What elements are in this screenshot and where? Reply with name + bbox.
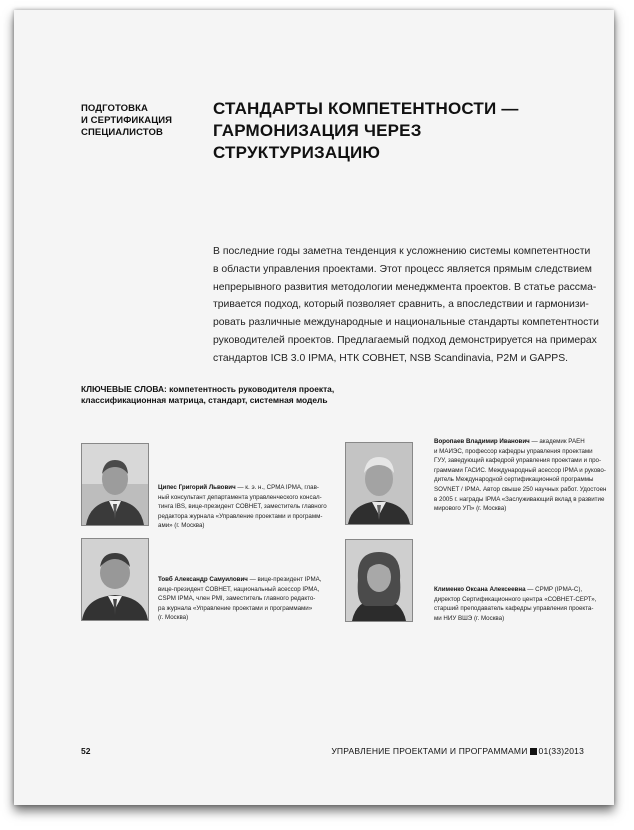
portrait-image	[346, 540, 412, 621]
magazine-page	[14, 10, 614, 805]
author-bio-line: SOVNET / IPMA. Автор свыше 250 научных работ. Удостоен	[434, 485, 607, 493]
abstract-line: В последние годы заметна тенденция к усложнению системы компетентности	[213, 246, 591, 257]
article-abstract	[213, 243, 603, 368]
journal-name: УПРАВЛЕНИЕ ПРОЕКТАМИ И ПРОГРАММАМИ	[331, 746, 528, 756]
author-bio-line: — академик РАЕН	[529, 438, 585, 445]
author-bio-line: дитель Международной сертификационной программы	[434, 476, 594, 484]
author-bio-line: (г. Москва)	[158, 614, 189, 622]
author-photo	[345, 539, 413, 622]
author-bio	[434, 585, 596, 623]
author-bio-line: — к. э. н., CPMA IPMA, глав-	[235, 484, 319, 491]
page-number: 52	[81, 746, 91, 756]
author-bio-line: ГУУ, заведующий кафедрой управления проектами и про-	[434, 457, 602, 465]
section-heading-line: И СЕРТИФИКАЦИЯ	[81, 115, 173, 126]
section-heading-line: ПОДГОТОВКА	[81, 103, 148, 114]
article-title-line: ГАРМОНИЗАЦИЯ ЧЕРЕЗ СТРУКТУРИЗАЦИЮ	[213, 121, 422, 162]
keywords-line: классификационная матрица, стандарт, системная модель	[81, 395, 328, 405]
keywords	[81, 384, 381, 406]
section-heading-line: СПЕЦИАЛИСТОВ	[81, 127, 163, 138]
square-bullet-icon	[530, 748, 537, 755]
author-name: Воропаев Владимир Иванович	[434, 438, 530, 445]
abstract-line: ровать различные международные и национальные стандарты компетентности	[213, 317, 599, 329]
author-bio	[158, 483, 327, 531]
author-bio-line: вице-президент СОВНЕТ, национальный асессор IPMA,	[158, 585, 320, 593]
author-bio-line: тинга IBS, вице-президент СОВНЕТ, заместитель главного	[158, 503, 327, 511]
abstract-line: руководителей проектов. Предлагаемый подход демонстрируется на примерах	[213, 334, 597, 346]
author-bio-line: и МАИЭС, профессор кафедры управления проектами	[434, 447, 593, 455]
author-bio-line: ами» (г. Москва)	[158, 522, 205, 530]
keywords-line: КЛЮЧЕВЫЕ СЛОВА: компетентность руководителя проекта,	[81, 384, 335, 394]
author-bio-first-line	[434, 437, 606, 447]
author-bio-line: ный консультант департамента управленческого консал-	[158, 493, 322, 501]
author-bio-line: в 2005 г. награды IPMA «Заслуживающий вклад в развитие	[434, 495, 605, 503]
author-bio-line: мирового УП» (г. Москва)	[434, 505, 507, 513]
author-photo	[345, 442, 413, 525]
portrait-image	[82, 539, 148, 620]
author-bio-line: CSPM IPMA, член PMI, заместитель главного редакто-	[158, 595, 316, 603]
author-bio-line: редактора журнала «Управление проектами и программ-	[158, 512, 323, 520]
author-bio-line: — CPMP (IPMA-C),	[525, 586, 583, 593]
author-name: Ципес Григорий Львович	[158, 484, 236, 491]
abstract-line: тривается подход, который позволяет сравнить, а впоследствии и гармонизи-	[213, 299, 589, 311]
issue-number: 01(33)2013	[538, 746, 584, 756]
author-name: Клименко Оксана Алексеевна	[434, 586, 526, 593]
abstract-line: в области управления проектами. Этот процесс является прямым следствием	[213, 263, 592, 275]
portrait-image	[82, 444, 148, 525]
author-bio-first-line	[158, 575, 322, 585]
author-bio-first-line	[434, 585, 596, 595]
abstract-line: стандартов ICB 3.0 IPMA, НТК СОВНЕТ, NSB Scandinavia, P2M и GAPPS.	[213, 352, 569, 364]
author-bio-line: ра журнала «Управление проектами и программами»	[158, 604, 313, 612]
author-bio-line: — вице-президент IPMA,	[247, 576, 322, 583]
article-title-line: СТАНДАРТЫ КОМПЕТЕНТНОСТИ —	[213, 99, 519, 118]
author-bio-first-line	[158, 483, 327, 493]
section-heading	[81, 103, 172, 139]
author-bio	[434, 437, 606, 514]
article-title	[213, 98, 593, 164]
author-bio-line: директор Сертификационного центра «СОВНЕТ-СЕРТ»,	[434, 595, 597, 603]
author-name: Товб Александр Самуилович	[158, 576, 248, 583]
abstract-line: непрерывного развития методологии менеджмента проектов. В статье рассма-	[213, 281, 597, 293]
author-photo	[81, 538, 149, 621]
author-bio	[158, 575, 322, 623]
running-footer	[331, 746, 584, 756]
author-bio-line: ми НИУ ВШЭ (г. Москва)	[434, 614, 505, 622]
portrait-image	[346, 443, 412, 524]
author-photo	[81, 443, 149, 526]
author-bio-line: старший преподаватель кафедры управления проекта-	[434, 605, 594, 613]
author-bio-line: граммами ГАСИС. Международный асессор IPMA и руково-	[434, 466, 606, 474]
